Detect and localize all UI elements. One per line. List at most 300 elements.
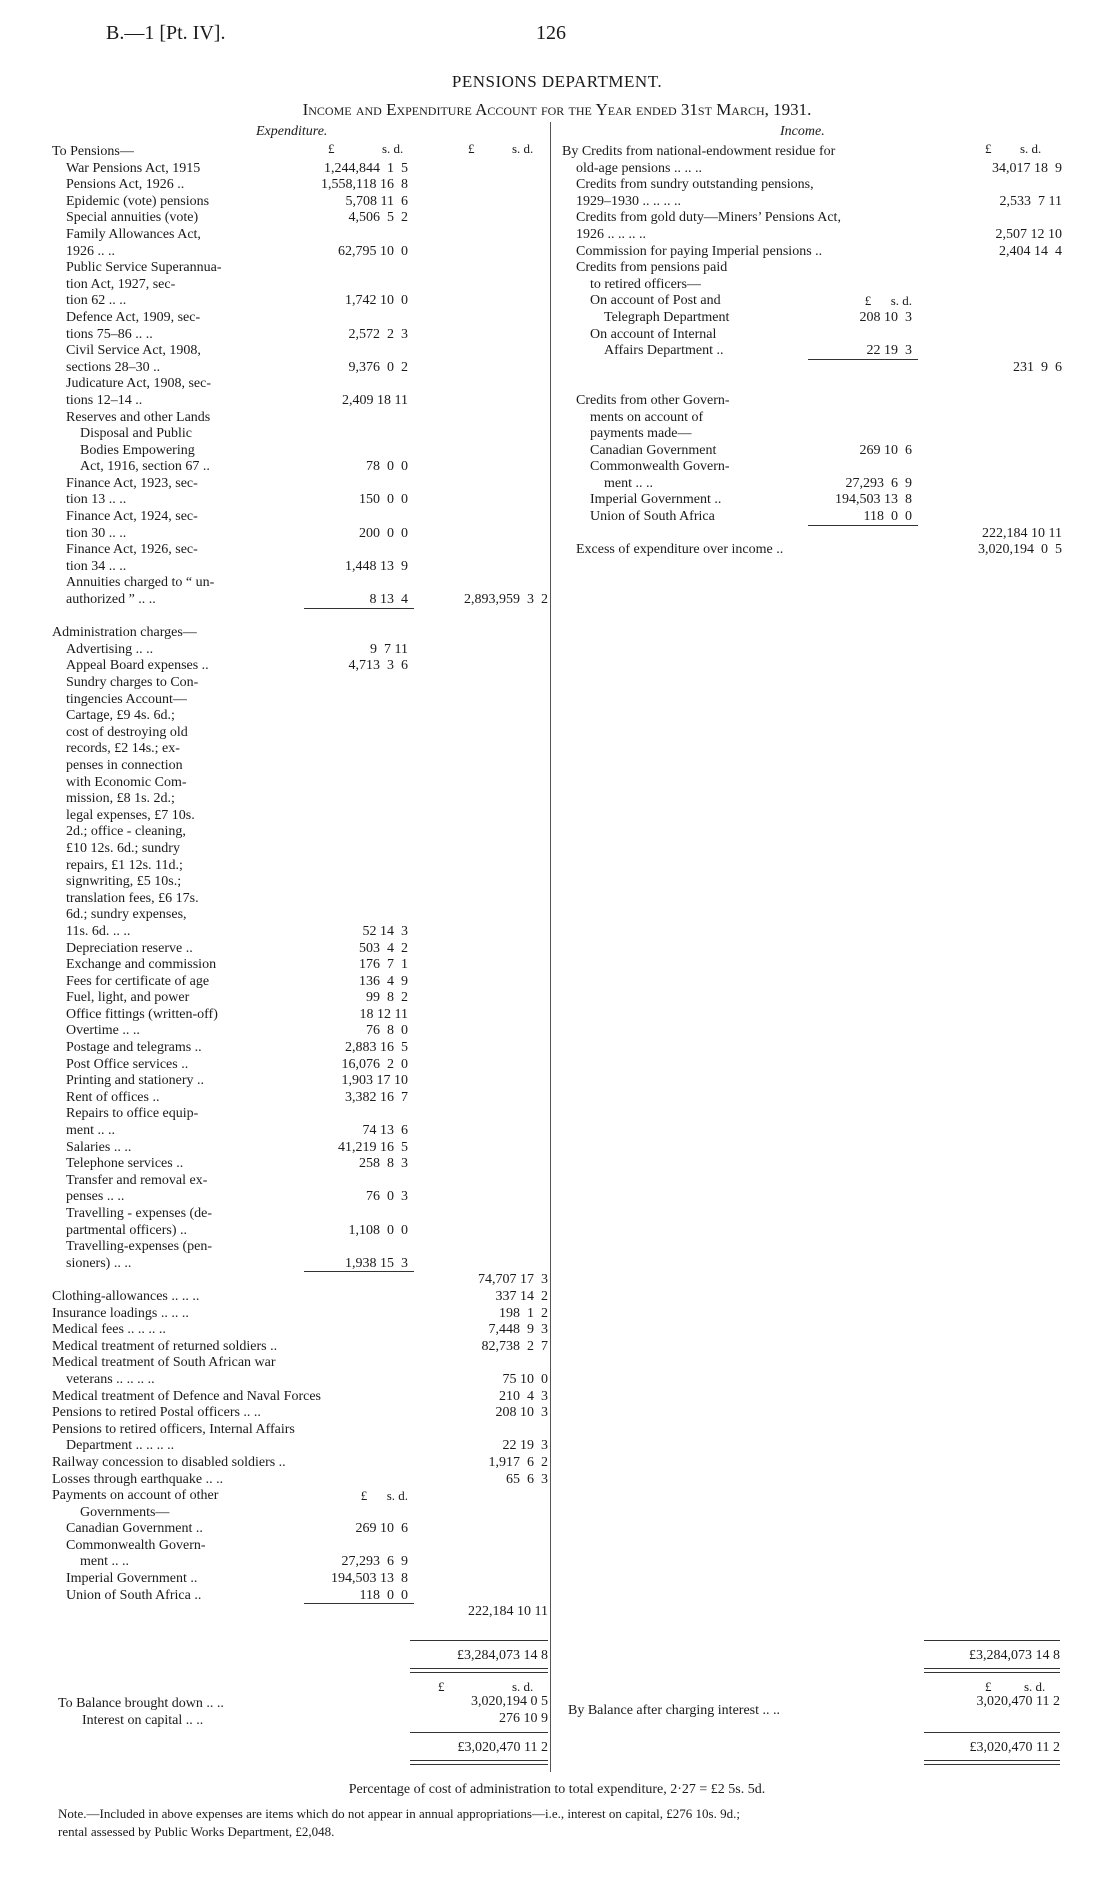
income-row — [562, 376, 1062, 393]
expenditure-row-label: Defence Act, 1909, sec- — [66, 309, 201, 325]
document-reference: B.—1 [Pt. IV]. — [106, 22, 226, 44]
expenditure-subtotal-amount: 74,707 17 3 — [478, 1272, 548, 1288]
income-row — [562, 194, 1062, 211]
income-row — [562, 144, 1062, 161]
expenditure-row-label: with Economic Com- — [66, 774, 187, 790]
expenditure-column — [52, 144, 548, 1621]
income-row — [562, 310, 1062, 327]
income-row-label: 1926 .. .. .. .. — [576, 226, 646, 242]
expenditure-row — [52, 1140, 548, 1157]
expenditure-row — [52, 1488, 548, 1505]
expenditure-row-label: tions 75–86 .. .. — [66, 326, 153, 342]
expenditure-item-amount: 1,938 15 3 — [345, 1255, 408, 1271]
income-row — [562, 393, 1062, 410]
expenditure-row — [52, 808, 548, 825]
expenditure-row — [52, 1073, 548, 1090]
income-row — [562, 410, 1062, 427]
expenditure-row — [52, 775, 548, 792]
expenditure-row — [52, 1106, 548, 1123]
expenditure-item-amount: 52 14 3 — [362, 923, 408, 939]
expenditure-row — [52, 625, 548, 642]
expenditure-row-label: Sundry charges to Con- — [66, 675, 199, 690]
expenditure-row-label: Payments on account of other — [52, 1488, 219, 1504]
expenditure-row-label: Family Allowances Act, — [66, 226, 201, 242]
income-subtotal-amount: 2,533 7 11 — [999, 193, 1062, 209]
balance-unit-sd-right: s. d. — [1024, 1679, 1046, 1694]
expenditure-row — [52, 509, 548, 526]
inc-total-double-rule — [924, 1668, 1060, 1673]
expenditure-row — [52, 941, 548, 958]
expenditure-subtotal-amount: 210 4 3 — [499, 1388, 548, 1404]
income-row-label: Credits from sundry outstanding pensions, — [576, 177, 814, 193]
expenditure-item-amount: 99 8 2 — [366, 990, 408, 1006]
balance-right-total: £3,020,470 11 2 — [969, 1740, 1060, 1755]
expenditure-row — [52, 1472, 548, 1489]
expenditure-row-label: sections 28–30 .. — [66, 359, 161, 375]
expenditure-row-label: tions 12–14 .. — [66, 392, 143, 408]
expenditure-heading: Expenditure. — [256, 124, 328, 139]
expenditure-row-label: tingencies Account— — [66, 691, 187, 707]
balance-brought-down-amount: 3,020,194 0 5 — [471, 1694, 548, 1709]
expenditure-row — [52, 393, 548, 410]
income-row-label: By Credits from national-endowment residue for — [562, 144, 836, 159]
expenditure-row-label: To Pensions— — [52, 144, 134, 159]
income-item-amount: 27,293 6 9 — [845, 475, 912, 491]
expenditure-row-label: Commonwealth Govern- — [66, 1537, 206, 1553]
income-row-label: Credits from gold duty—Miners’ Pensions Act, — [576, 210, 841, 226]
income-item-amount: 269 10 6 — [859, 442, 912, 458]
expenditure-row — [52, 1372, 548, 1389]
expenditure-row — [52, 1256, 548, 1273]
expenditure-item-amount: 41,219 16 5 — [338, 1139, 408, 1155]
expenditure-row — [52, 990, 548, 1007]
expenditure-row — [52, 824, 548, 841]
expenditure-row-label: tion 34 .. .. — [66, 558, 127, 574]
income-row-label: On account of Post and — [590, 293, 721, 309]
expenditure-subtotal-amount: 208 10 3 — [495, 1405, 548, 1421]
expenditure-row — [52, 1306, 548, 1323]
admin-cost-percentage: Percentage of cost of administration to total expenditure, 2·27 = £2 5s. 5d. — [348, 1782, 766, 1797]
expenditure-subtotal-amount: 75 10 0 — [502, 1371, 548, 1387]
expenditure-item-amount: 194,503 13 8 — [331, 1571, 408, 1587]
income-row-label: On account of Internal — [590, 326, 717, 342]
expenditure-row-label: cost of destroying old — [66, 724, 188, 740]
expenditure-row-label: Administration charges— — [52, 625, 197, 641]
income-row — [562, 509, 1062, 526]
expenditure-row — [52, 1057, 548, 1074]
expenditure-row-label: Rent of offices .. — [66, 1089, 160, 1105]
expenditure-row — [52, 443, 548, 460]
expenditure-row — [52, 343, 548, 360]
income-row — [562, 177, 1062, 194]
expenditure-row — [52, 658, 548, 675]
expenditure-item-amount: 1,244,844 1 5 — [324, 160, 408, 176]
expenditure-row-label: tion 62 .. .. — [66, 293, 127, 309]
expenditure-row — [52, 1571, 548, 1588]
expenditure-row — [52, 227, 548, 244]
note-line-1: Note.—Included in above expenses are items which do not appear in annual appropriations—i.e., interest on capital, £276 10s. 9d.; — [58, 1806, 740, 1821]
expenditure-row — [52, 194, 548, 211]
income-row — [562, 260, 1062, 277]
expenditure-row-label: Fees for certificate of age — [66, 973, 210, 989]
income-row — [562, 161, 1062, 178]
expenditure-item-amount: 118 0 0 — [359, 1587, 408, 1603]
expenditure-row — [52, 974, 548, 991]
income-row-label: Imperial Government .. — [590, 492, 722, 508]
expenditure-row-label: Medical fees .. .. .. .. — [52, 1322, 166, 1338]
income-row — [562, 526, 1062, 543]
income-row-label: Commission for paying Imperial pensions .. — [576, 243, 823, 259]
expenditure-item-amount: 2,883 16 5 — [345, 1040, 408, 1056]
expenditure-row-label: Pensions to retired officers, Internal Affairs — [52, 1421, 295, 1437]
balance-after-interest-label: By Balance after charging interest .. .. — [568, 1703, 780, 1718]
expenditure-row — [52, 791, 548, 808]
income-inline-unit-header: £ s. d. — [864, 293, 912, 309]
expenditure-item-amount: 269 10 6 — [355, 1521, 408, 1537]
expenditure-row-label: Pensions to retired Postal officers .. .. — [52, 1405, 261, 1421]
expenditure-subtotal-amount: 337 14 2 — [495, 1288, 548, 1304]
income-item-amount: 194,503 13 8 — [835, 492, 912, 508]
expenditure-row — [52, 277, 548, 294]
expenditure-row-label: tion 30 .. .. — [66, 525, 127, 541]
expenditure-row — [52, 1521, 548, 1538]
income-row — [562, 210, 1062, 227]
expenditure-row-label: Pensions Act, 1926 .. — [66, 177, 185, 193]
expenditure-row — [52, 1389, 548, 1406]
expenditure-row — [52, 1223, 548, 1240]
balance-left-double-rule — [410, 1760, 548, 1765]
expenditure-item-amount: 1,108 0 0 — [348, 1222, 408, 1238]
balance-right-rule — [924, 1732, 1060, 1733]
expenditure-item-amount: 1,448 13 9 — [345, 558, 408, 574]
expenditure-row-label: ment .. .. — [66, 1123, 115, 1139]
income-row-label: ment .. .. — [604, 475, 653, 491]
account-subtitle: Income and Expenditure Account for the Year ended 31st March, 1931. — [302, 100, 812, 119]
expenditure-row — [52, 476, 548, 493]
income-row — [562, 227, 1062, 244]
expenditure-row — [52, 144, 548, 161]
income-row — [562, 443, 1062, 460]
expenditure-row — [52, 1588, 548, 1605]
expenditure-row — [52, 874, 548, 891]
expenditure-row — [52, 1422, 548, 1439]
expenditure-row-label: veterans .. .. .. .. — [66, 1371, 155, 1387]
expenditure-row — [52, 1007, 548, 1024]
expenditure-row — [52, 907, 548, 924]
expenditure-row — [52, 1339, 548, 1356]
expenditure-row-label: Imperial Government .. — [66, 1571, 198, 1587]
expenditure-row-label: 11s. 6d. .. .. — [66, 923, 131, 939]
expenditure-row-label: signwriting, £5 10s.; — [66, 874, 182, 890]
expenditure-row — [52, 841, 548, 858]
expenditure-row — [52, 1455, 548, 1472]
balance-unit-pounds-right: £ — [985, 1679, 992, 1694]
expenditure-row — [52, 542, 548, 559]
expenditure-row — [52, 575, 548, 592]
expenditure-item-amount: 76 0 3 — [366, 1189, 408, 1205]
expenditure-subtotal-amount: 7,448 9 3 — [488, 1322, 548, 1338]
exp-unit-pounds-inner: £ — [328, 141, 335, 156]
expenditure-row — [52, 360, 548, 377]
expenditure-row — [52, 692, 548, 709]
income-row — [562, 426, 1062, 443]
expenditure-row-label: authorized ” .. .. — [66, 592, 156, 608]
income-row-label: old-age pensions .. .. .. — [576, 160, 702, 176]
balance-right-double-rule — [924, 1760, 1060, 1765]
expenditure-row-label: Losses through earthquake .. .. — [52, 1471, 224, 1487]
expenditure-item-amount: 503 4 2 — [359, 940, 408, 956]
expenditure-row-label: £10 12s. 6d.; sundry — [66, 840, 180, 856]
income-row-label: Credits from pensions paid — [576, 260, 728, 276]
expenditure-row-label: Depreciation reserve .. — [66, 940, 193, 956]
income-subtotal-amount: 34,017 18 9 — [992, 160, 1062, 176]
expenditure-item-amount: 16,076 2 0 — [341, 1056, 408, 1072]
expenditure-row-label: Medical treatment of returned soldiers .. — [52, 1338, 278, 1354]
expenditure-row-label: War Pensions Act, 1915 — [66, 160, 201, 176]
expenditure-subtotal-amount: 1,917 6 2 — [488, 1454, 548, 1470]
expenditure-row — [52, 1206, 548, 1223]
expenditure-row-label: Insurance loadings .. .. .. — [52, 1305, 189, 1321]
expenditure-row-label: penses .. .. — [66, 1189, 125, 1205]
expenditure-item-amount: 150 0 0 — [359, 492, 408, 508]
exp-unit-pounds-outer: £ — [468, 141, 475, 156]
expenditure-item-amount: 3,382 16 7 — [345, 1089, 408, 1105]
exp-total-double-rule — [410, 1668, 548, 1673]
expenditure-row-label: repairs, £1 12s. 11d.; — [66, 857, 183, 873]
expenditure-row — [52, 492, 548, 509]
expenditure-row-label: Canadian Government .. — [66, 1521, 203, 1537]
expenditure-row — [52, 1554, 548, 1571]
expenditure-row — [52, 924, 548, 941]
expenditure-row — [52, 1173, 548, 1190]
expenditure-item-amount: 258 8 3 — [359, 1156, 408, 1172]
income-item-amount: 208 10 3 — [859, 309, 912, 325]
expenditure-row-label: Telephone services .. — [66, 1156, 184, 1172]
income-column — [562, 144, 1062, 559]
expenditure-row-label: Medical treatment of Defence and Naval Forces — [52, 1388, 321, 1404]
expenditure-row-label: Advertising .. .. — [66, 641, 154, 657]
expenditure-item-amount: 27,293 6 9 — [341, 1554, 408, 1570]
expenditure-row — [52, 891, 548, 908]
expenditure-row — [52, 1040, 548, 1057]
income-item-amount: 22 19 3 — [866, 343, 912, 359]
expenditure-row — [52, 161, 548, 178]
expenditure-row — [52, 1123, 548, 1140]
expenditure-row — [52, 526, 548, 543]
expenditure-row-label: Salaries .. .. — [66, 1139, 132, 1155]
expenditure-row-label: Postage and telegrams .. — [66, 1040, 202, 1056]
expenditure-item-amount: 200 0 0 — [359, 525, 408, 541]
expenditure-row-label: Judicature Act, 1908, sec- — [66, 376, 212, 392]
expenditure-row-label: Finance Act, 1924, sec- — [66, 509, 198, 525]
expenditure-row — [52, 1090, 548, 1107]
expenditure-row-label: Bodies Empowering — [80, 442, 195, 458]
expenditure-row-label: Annuities charged to “ un- — [66, 575, 215, 591]
expenditure-item-amount: 1,742 10 0 — [345, 293, 408, 309]
income-row — [562, 343, 1062, 360]
income-row — [562, 542, 1062, 559]
expenditure-item-amount: 74 13 6 — [362, 1123, 408, 1139]
income-row-label: ments on account of — [590, 409, 704, 425]
income-row — [562, 492, 1062, 509]
expenditure-row-label: Fuel, light, and power — [66, 990, 190, 1006]
expenditure-row-label: translation fees, £6 17s. — [66, 890, 199, 906]
expenditure-subtotal-amount: 22 19 3 — [502, 1438, 548, 1454]
expenditure-row — [52, 1505, 548, 1522]
income-heading: Income. — [780, 124, 825, 139]
income-row — [562, 360, 1062, 377]
expenditure-row-label: Act, 1916, section 67 .. — [80, 459, 210, 475]
expenditure-row — [52, 1023, 548, 1040]
expenditure-row-label: Cartage, £9 4s. 6d.; — [66, 708, 175, 724]
expenditure-item-amount: 4,506 5 2 — [348, 210, 408, 226]
balance-after-interest-amount: 3,020,470 11 2 — [976, 1694, 1060, 1709]
balance-left-total: £3,020,470 11 2 — [457, 1740, 548, 1755]
expenditure-subtotal-amount: 82,738 2 7 — [481, 1338, 548, 1354]
expenditure-item-amount: 76 8 0 — [366, 1023, 408, 1039]
expenditure-row-label: Overtime .. .. — [66, 1023, 140, 1039]
income-row-label: Excess of expenditure over income .. — [576, 542, 784, 558]
income-row-label: 1929–1930 .. .. .. .. — [576, 193, 681, 209]
expenditure-row — [52, 376, 548, 393]
income-subtotal-amount: 222,184 10 11 — [982, 525, 1062, 541]
expenditure-row — [52, 1405, 548, 1422]
expenditure-item-amount: 2,572 2 3 — [348, 326, 408, 342]
expenditure-subtotal-amount: 198 1 2 — [499, 1305, 548, 1321]
expenditure-row — [52, 1604, 548, 1621]
income-row-label: to retired officers— — [590, 276, 701, 292]
page-title: PENSIONS DEPARTMENT. — [451, 72, 663, 91]
expenditure-row — [52, 210, 548, 227]
inc-unit-pounds: £ — [985, 141, 992, 156]
expenditure-item-amount: 5,708 11 6 — [345, 193, 408, 209]
expenditure-row — [52, 1289, 548, 1306]
income-row-label: payments made— — [590, 426, 692, 442]
expenditure-row-label: Travelling - expenses (de- — [66, 1206, 213, 1221]
income-subtotal-amount: 2,404 14 4 — [999, 243, 1062, 259]
expenditure-item-amount: 8 13 4 — [369, 592, 408, 608]
expenditure-subtotal-amount: 65 6 3 — [506, 1471, 548, 1487]
expenditure-row — [52, 1322, 548, 1339]
expenditure-row-label: Exchange and commission — [66, 957, 217, 973]
expenditure-row — [52, 459, 548, 476]
expenditure-row — [52, 741, 548, 758]
expenditure-row-label: Union of South Africa .. — [66, 1587, 202, 1603]
expenditure-row-label: Medical treatment of South African war — [52, 1355, 276, 1371]
expenditure-item-amount: 2,409 18 11 — [342, 392, 408, 408]
expenditure-row-label: 1926 .. .. — [66, 243, 115, 259]
expenditure-row-label: Repairs to office equip- — [66, 1106, 199, 1122]
expenditure-row — [52, 708, 548, 725]
expenditure-row — [52, 642, 548, 659]
balance-left-rule — [410, 1732, 548, 1733]
expenditure-row-label: Finance Act, 1923, sec- — [66, 475, 198, 491]
expenditure-row — [52, 725, 548, 742]
expenditure-row-label: Travelling-expenses (pen- — [66, 1239, 213, 1255]
expenditure-item-amount: 18 12 11 — [359, 1006, 408, 1022]
expenditure-row-label: penses in connection — [66, 757, 183, 773]
expenditure-row-label: legal expenses, £7 10s. — [66, 807, 195, 823]
expenditure-item-amount: 62,795 10 0 — [338, 243, 408, 259]
expenditure-row-label: Epidemic (vote) pensions — [66, 193, 210, 209]
income-row — [562, 327, 1062, 344]
expenditure-row-label: Disposal and Public — [80, 426, 192, 442]
expenditure-row-label: Civil Service Act, 1908, — [66, 343, 201, 359]
expenditure-item-amount: 1,558,118 16 8 — [321, 177, 408, 193]
expenditure-row-label: Special annuities (vote) — [66, 210, 199, 226]
income-row — [562, 476, 1062, 493]
expenditure-row — [52, 244, 548, 261]
income-row-label: Credits from other Govern- — [576, 392, 730, 408]
income-row-label: Affairs Department .. — [604, 343, 724, 359]
expenditure-row — [52, 1239, 548, 1256]
expenditure-row — [52, 293, 548, 310]
expenditure-item-amount: 136 4 9 — [359, 973, 408, 989]
expenditure-subtotal-amount: 2,893,959 3 2 — [464, 592, 548, 608]
expenditure-row-label: records, £2 14s.; ex- — [66, 741, 180, 757]
expenditure-row — [52, 1438, 548, 1455]
expenditure-row-label: Clothing-allowances .. .. .. — [52, 1288, 200, 1304]
expenditure-row-label: Transfer and removal ex- — [66, 1172, 208, 1188]
exp-unit-sd-outer: s. d. — [512, 141, 534, 156]
expenditure-row — [52, 177, 548, 194]
balance-unit-pounds-left: £ — [438, 1679, 445, 1694]
expenditure-item-amount: 4,713 3 6 — [348, 658, 408, 674]
income-item-amount: 118 0 0 — [863, 509, 912, 525]
expenditure-row-label: tion 13 .. .. — [66, 492, 127, 508]
income-subtotal-amount: 2,507 12 10 — [995, 226, 1062, 242]
expenditure-inline-unit-header: £ s. d. — [360, 1488, 408, 1504]
inc-unit-sd: s. d. — [1020, 141, 1042, 156]
expenditure-row-label: Post Office services .. — [66, 1056, 189, 1072]
income-subtotal-amount: 231 9 6 — [1013, 359, 1062, 375]
interest-on-capital-amount: 276 10 9 — [499, 1711, 548, 1726]
expenditure-row — [52, 609, 548, 626]
balance-unit-sd-left: s. d. — [512, 1679, 534, 1694]
expenditure-row — [52, 1156, 548, 1173]
inc-total-rule — [924, 1640, 1060, 1641]
income-row-label: Union of South Africa — [590, 509, 715, 525]
expenditure-row-label: Public Service Superannua- — [66, 260, 222, 276]
expenditure-row — [52, 675, 548, 692]
expenditure-row — [52, 410, 548, 427]
expenditure-subtotal-amount: 222,184 10 11 — [468, 1604, 548, 1620]
expenditure-row-label: partmental officers) .. — [66, 1222, 188, 1238]
income-row — [562, 293, 1062, 310]
exp-total-rule — [410, 1640, 548, 1641]
expenditure-item-amount: 1,903 17 10 — [341, 1073, 408, 1089]
expenditure-row-label: Governments— — [80, 1504, 170, 1520]
expenditure-row — [52, 592, 548, 609]
income-row — [562, 459, 1062, 476]
expenditure-grand-total: £3,284,073 14 8 — [457, 1648, 548, 1663]
expenditure-row-label: Printing and stationery .. — [66, 1073, 205, 1089]
income-row-label: Commonwealth Govern- — [590, 459, 730, 475]
expenditure-row — [52, 858, 548, 875]
income-grand-total: £3,284,073 14 8 — [969, 1648, 1060, 1663]
expenditure-item-amount: 176 7 1 — [359, 957, 408, 973]
expenditure-row — [52, 1538, 548, 1555]
exp-unit-sd-inner: s. d. — [382, 141, 404, 156]
expenditure-row — [52, 957, 548, 974]
expenditure-row — [52, 426, 548, 443]
income-subtotal-amount: 3,020,194 0 5 — [978, 542, 1062, 558]
income-row-label: Canadian Government — [590, 442, 717, 458]
expenditure-row — [52, 1189, 548, 1206]
expenditure-row-label: 2d.; office - cleaning, — [66, 824, 186, 840]
expenditure-row — [52, 559, 548, 576]
expenditure-row-label: sioners) .. .. — [66, 1255, 132, 1271]
